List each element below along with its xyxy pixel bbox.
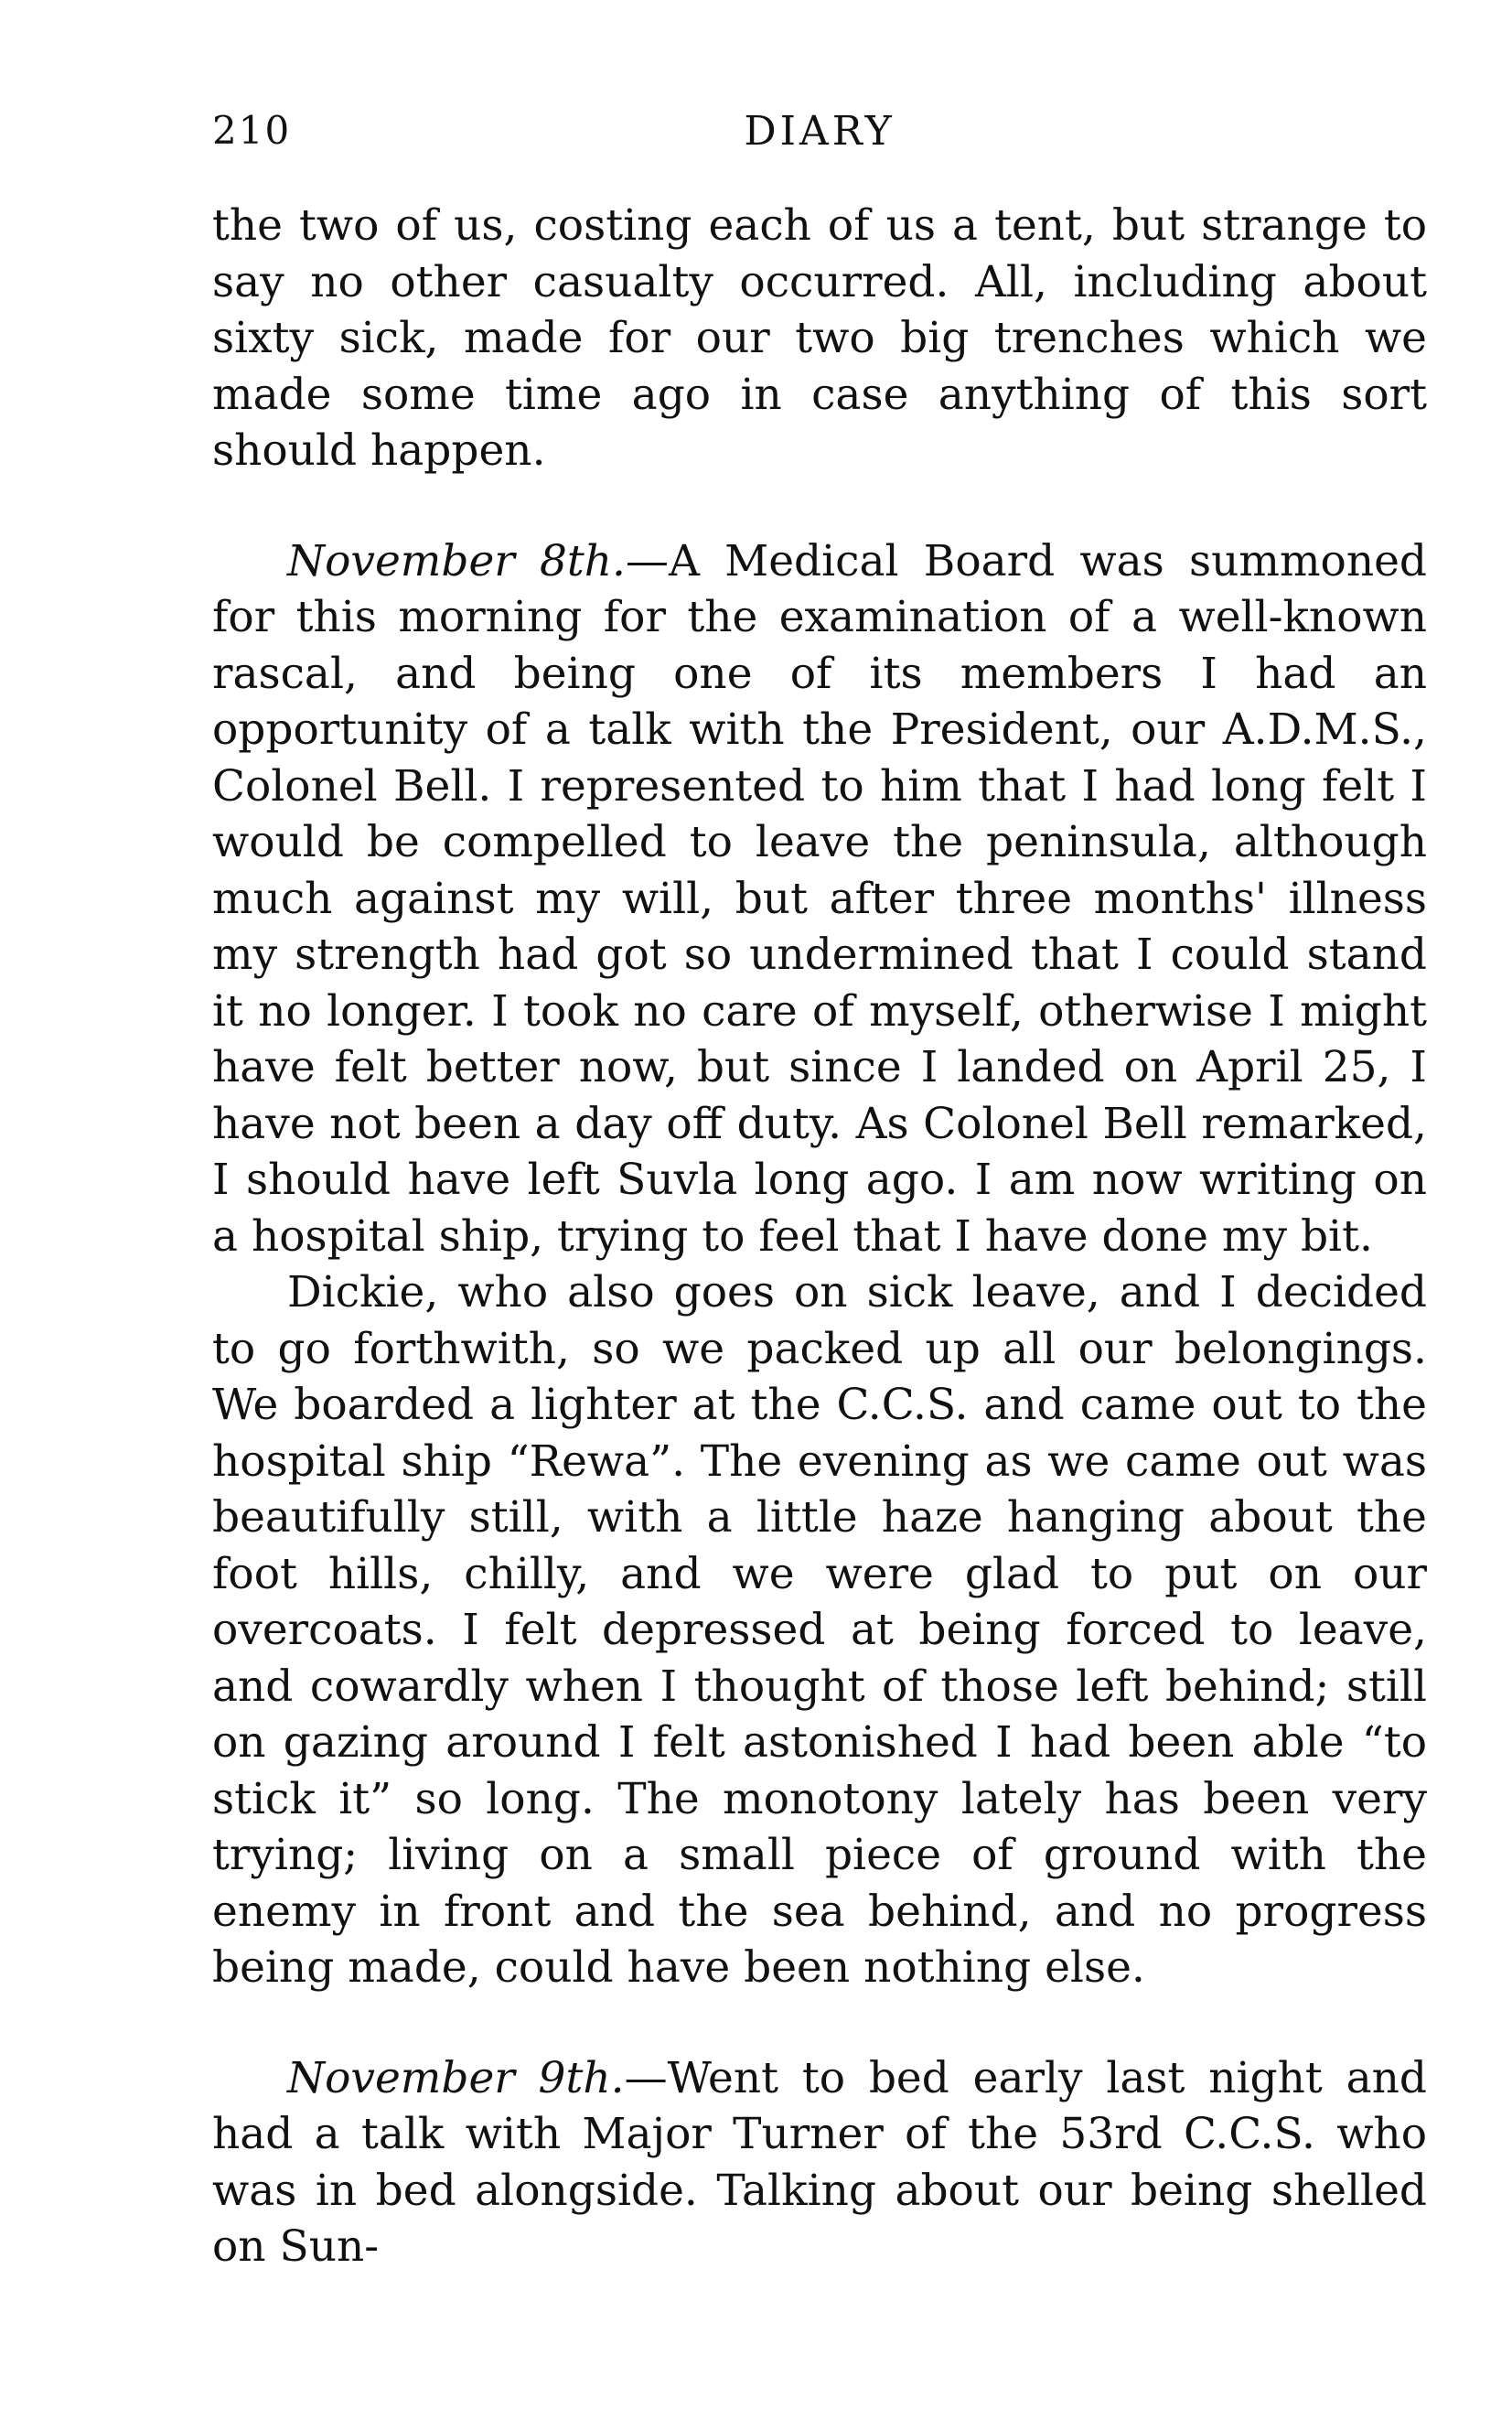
paragraph-continuation — [212, 198, 1427, 479]
diary-entry-november-8 — [212, 533, 1427, 1265]
paragraph-text: —A Medical Board was summoned for this morning for the examination of a well-known rascal, and being one of its members I had an opportunity of a talk with the President, our A.D.M.S., Colonel Bell. I represented to him that I had long felt I would be compelled to leave the peninsula, although much against my will, but after three months' illness my strength had got so undermined that I could stand it no longer. I took no care of myself, otherwise I might have felt better now, but since I landed on April 25, I have not been a day off duty. As Colonel Bell remarked, I should have left Suvla long ago. I am now writing on a hospital ship, trying to feel that I have done my bit. — [212, 535, 1427, 1262]
paragraph-text: —Went to bed early last night and had a talk with Major Turner of the 53rd C.C.S. who was in bed alongside. Talking about our being shelled on Sun- — [212, 2052, 1427, 2272]
diary-entry-november-9 — [212, 2050, 1427, 2275]
entry-date: November 8th. — [287, 535, 626, 586]
paragraph-dickie — [212, 1264, 1427, 1996]
page-header — [212, 108, 1427, 163]
paragraph-text: the two of us, costing each of us a tent, but strange to say no other casualty occurred. All, including about sixty sick, made for our two big trenches which we made some time ago in case anything of this sort should happen. — [212, 200, 1427, 476]
paragraph-text: Dickie, who also goes on sick leave, and I decided to go forthwith, so we packed up all our belongings. We boarded a lighter at the C.C.S. and came out to the hospital ship “Rewa”. The evening as we came out was beautifully still, with a little haze hanging about the foot hills, chilly, and we were glad to put on our overcoats. I felt depressed at being forced to leave, and cowardly when I thought of those left behind; still on gazing around I felt astonished I had been able “to stick it” so long. The monotony lately has been very trying; living on a small piece of ground with the enemy in front and the sea behind, and no progress being made, could have been nothing else. — [212, 1267, 1427, 1993]
entry-date: November 9th. — [287, 2052, 625, 2103]
body-text — [212, 198, 1427, 2275]
page-number: 210 — [212, 108, 292, 153]
running-head: DIARY — [744, 108, 895, 155]
